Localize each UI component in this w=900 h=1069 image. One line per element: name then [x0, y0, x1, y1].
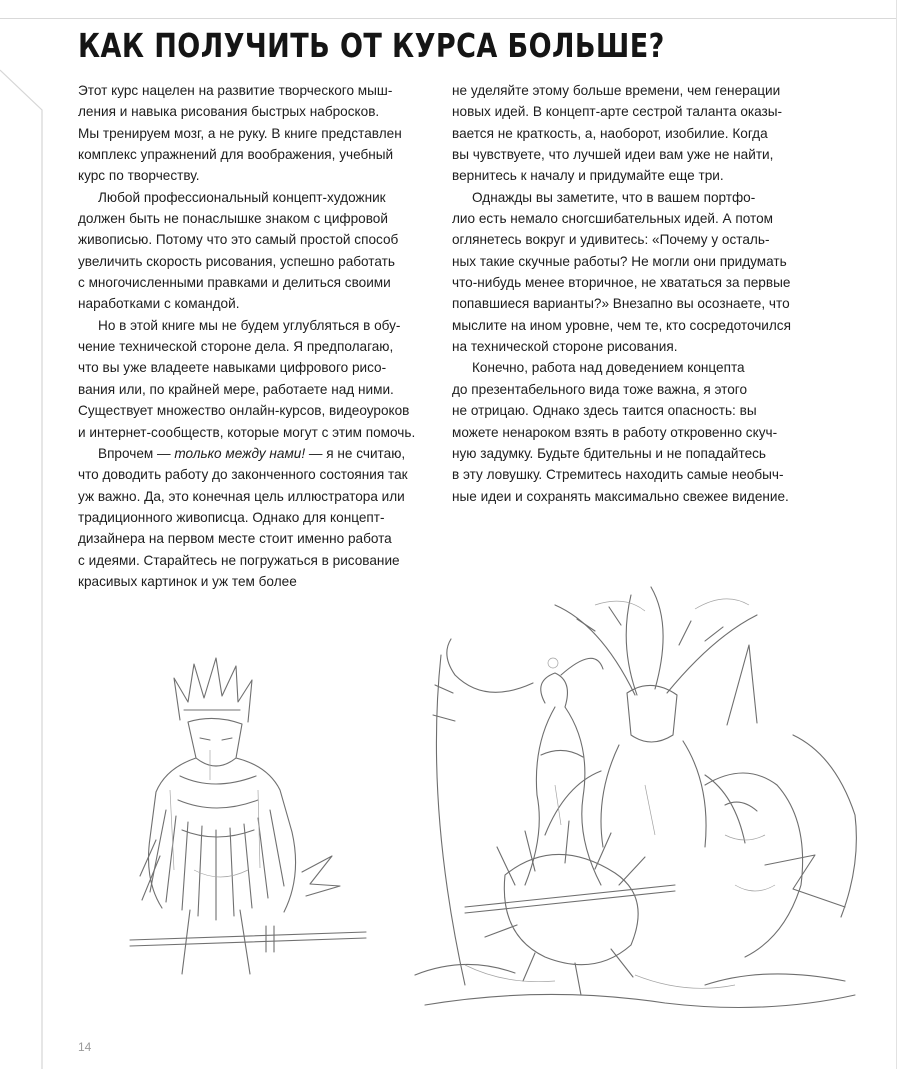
page-title: КАК ПОЛУЧИТЬ ОТ КУРСА БОЛЬШЕ?: [78, 26, 665, 65]
text-line: Конечно, работа над доведением концепта: [472, 360, 745, 376]
text-line: комплекс упражнений для воображения, учебный: [78, 147, 394, 163]
text-line: Существует множество онлайн-курсов, видеоуроков: [78, 403, 410, 419]
text-line: вернитесь к началу и придумайте еще три.: [452, 168, 724, 184]
text-line: до презентабельного вида тоже важна, я этого: [452, 381, 748, 397]
text-line: не отрицаю. Однако здесь таится опасность: вы: [452, 403, 757, 419]
text-line: уж важно. Да, это конечная цель иллюстратора или: [78, 488, 405, 504]
text-line: традиционного живописца. Однако для концепт-: [78, 509, 385, 525]
page-right-edge: [896, 0, 897, 1069]
text-line: ную задумку. Будьте бдительны и не попадайтесь: [452, 445, 767, 461]
text-line: вания или, по крайней мере, работаете над ними.: [78, 381, 394, 397]
page-left-fold: [0, 0, 60, 1069]
text-line: с идеями. Старайтесь не погружаться в рисование: [78, 552, 400, 568]
text-line: Этот курс нацелен на развитие творческого мыш-: [78, 83, 393, 98]
text-line: вается не краткость, а, наоборот, изобилие. Когда: [452, 125, 768, 141]
page-number: 14: [78, 1040, 92, 1054]
text-line: ления и навыка рисования быстрых набросков.: [78, 104, 380, 120]
text-line: с многочисленными правками и делиться своими: [78, 275, 391, 291]
creatures-sketch-illustration: [405, 585, 875, 1025]
text-line: живописью. Потому что это самый простой способ: [78, 232, 399, 248]
aside-before: Впрочем —: [98, 445, 175, 461]
text-line: Однажды вы заметите, что в вашем портфо-: [472, 189, 756, 205]
text-line: что вы уже владеете навыками цифрового рисо-: [78, 360, 387, 376]
left-text-column: [78, 80, 438, 592]
text-line: наработками с командой.: [78, 296, 240, 312]
text-line: в эту ловушку. Стремитесь находить самые необыч-: [452, 467, 784, 483]
right-text-column: [452, 80, 812, 507]
text-line: что-нибудь менее вторичное, не хвататься за первые: [452, 275, 791, 291]
text-line: мыслите на ином уровне, чем те, кто сосредоточился: [452, 317, 791, 333]
warrior-sketch-illustration: [70, 640, 380, 990]
text-line: новых идей. В концепт-арте сестрой таланта оказы-: [452, 104, 783, 120]
text-line: красивых картинок и уж тем более: [78, 573, 297, 589]
aside-after: — я не считаю,: [305, 445, 406, 461]
text-line: ные идеи и сохранять максимально свежее видение.: [452, 488, 789, 504]
text-line: чение технической стороне дела. Я предполагаю,: [78, 339, 394, 355]
aside-italic: только между нами!: [174, 445, 306, 461]
text-line: лио есть немало сногсшибательных идей. А потом: [452, 211, 773, 227]
text-line: Но в этой книге мы не будем углубляться в обу-: [98, 317, 401, 333]
text-line: попавшиеся варианты?» Внезапно вы осознаете, что: [452, 296, 790, 312]
text-line: ных такие скучные работы? Не могли они придумать: [452, 253, 787, 269]
text-line: на технической стороне рисования.: [452, 339, 678, 355]
page-top-rule: [0, 18, 896, 19]
text-line: Мы тренируем мозг, а не руку. В книге представлен: [78, 125, 402, 141]
text-line: увеличить скорость рисования, успешно работать: [78, 253, 395, 269]
text-line: оглянетесь вокруг и удивитесь: «Почему у осталь-: [452, 232, 770, 248]
aside-line: [78, 443, 438, 464]
text-line: дизайнера на первом месте стоит именно работа: [78, 531, 392, 547]
text-line: что доводить работу до законченного состояния так: [78, 467, 408, 483]
text-line: курс по творчеству.: [78, 168, 200, 184]
text-line: Любой профессиональный концепт-художник: [98, 189, 386, 205]
text-line: не уделяйте этому больше времени, чем генерации: [452, 83, 781, 98]
text-line: вы чувствуете, что лучшей идеи вам уже не найти,: [452, 147, 774, 163]
text-line: можете ненароком взять в работу откровенно скуч-: [452, 424, 778, 440]
text-line: и интернет-сообществ, которые могут с этим помочь.: [78, 424, 416, 440]
text-line: должен быть не понаслышке знаком с цифровой: [78, 211, 388, 227]
